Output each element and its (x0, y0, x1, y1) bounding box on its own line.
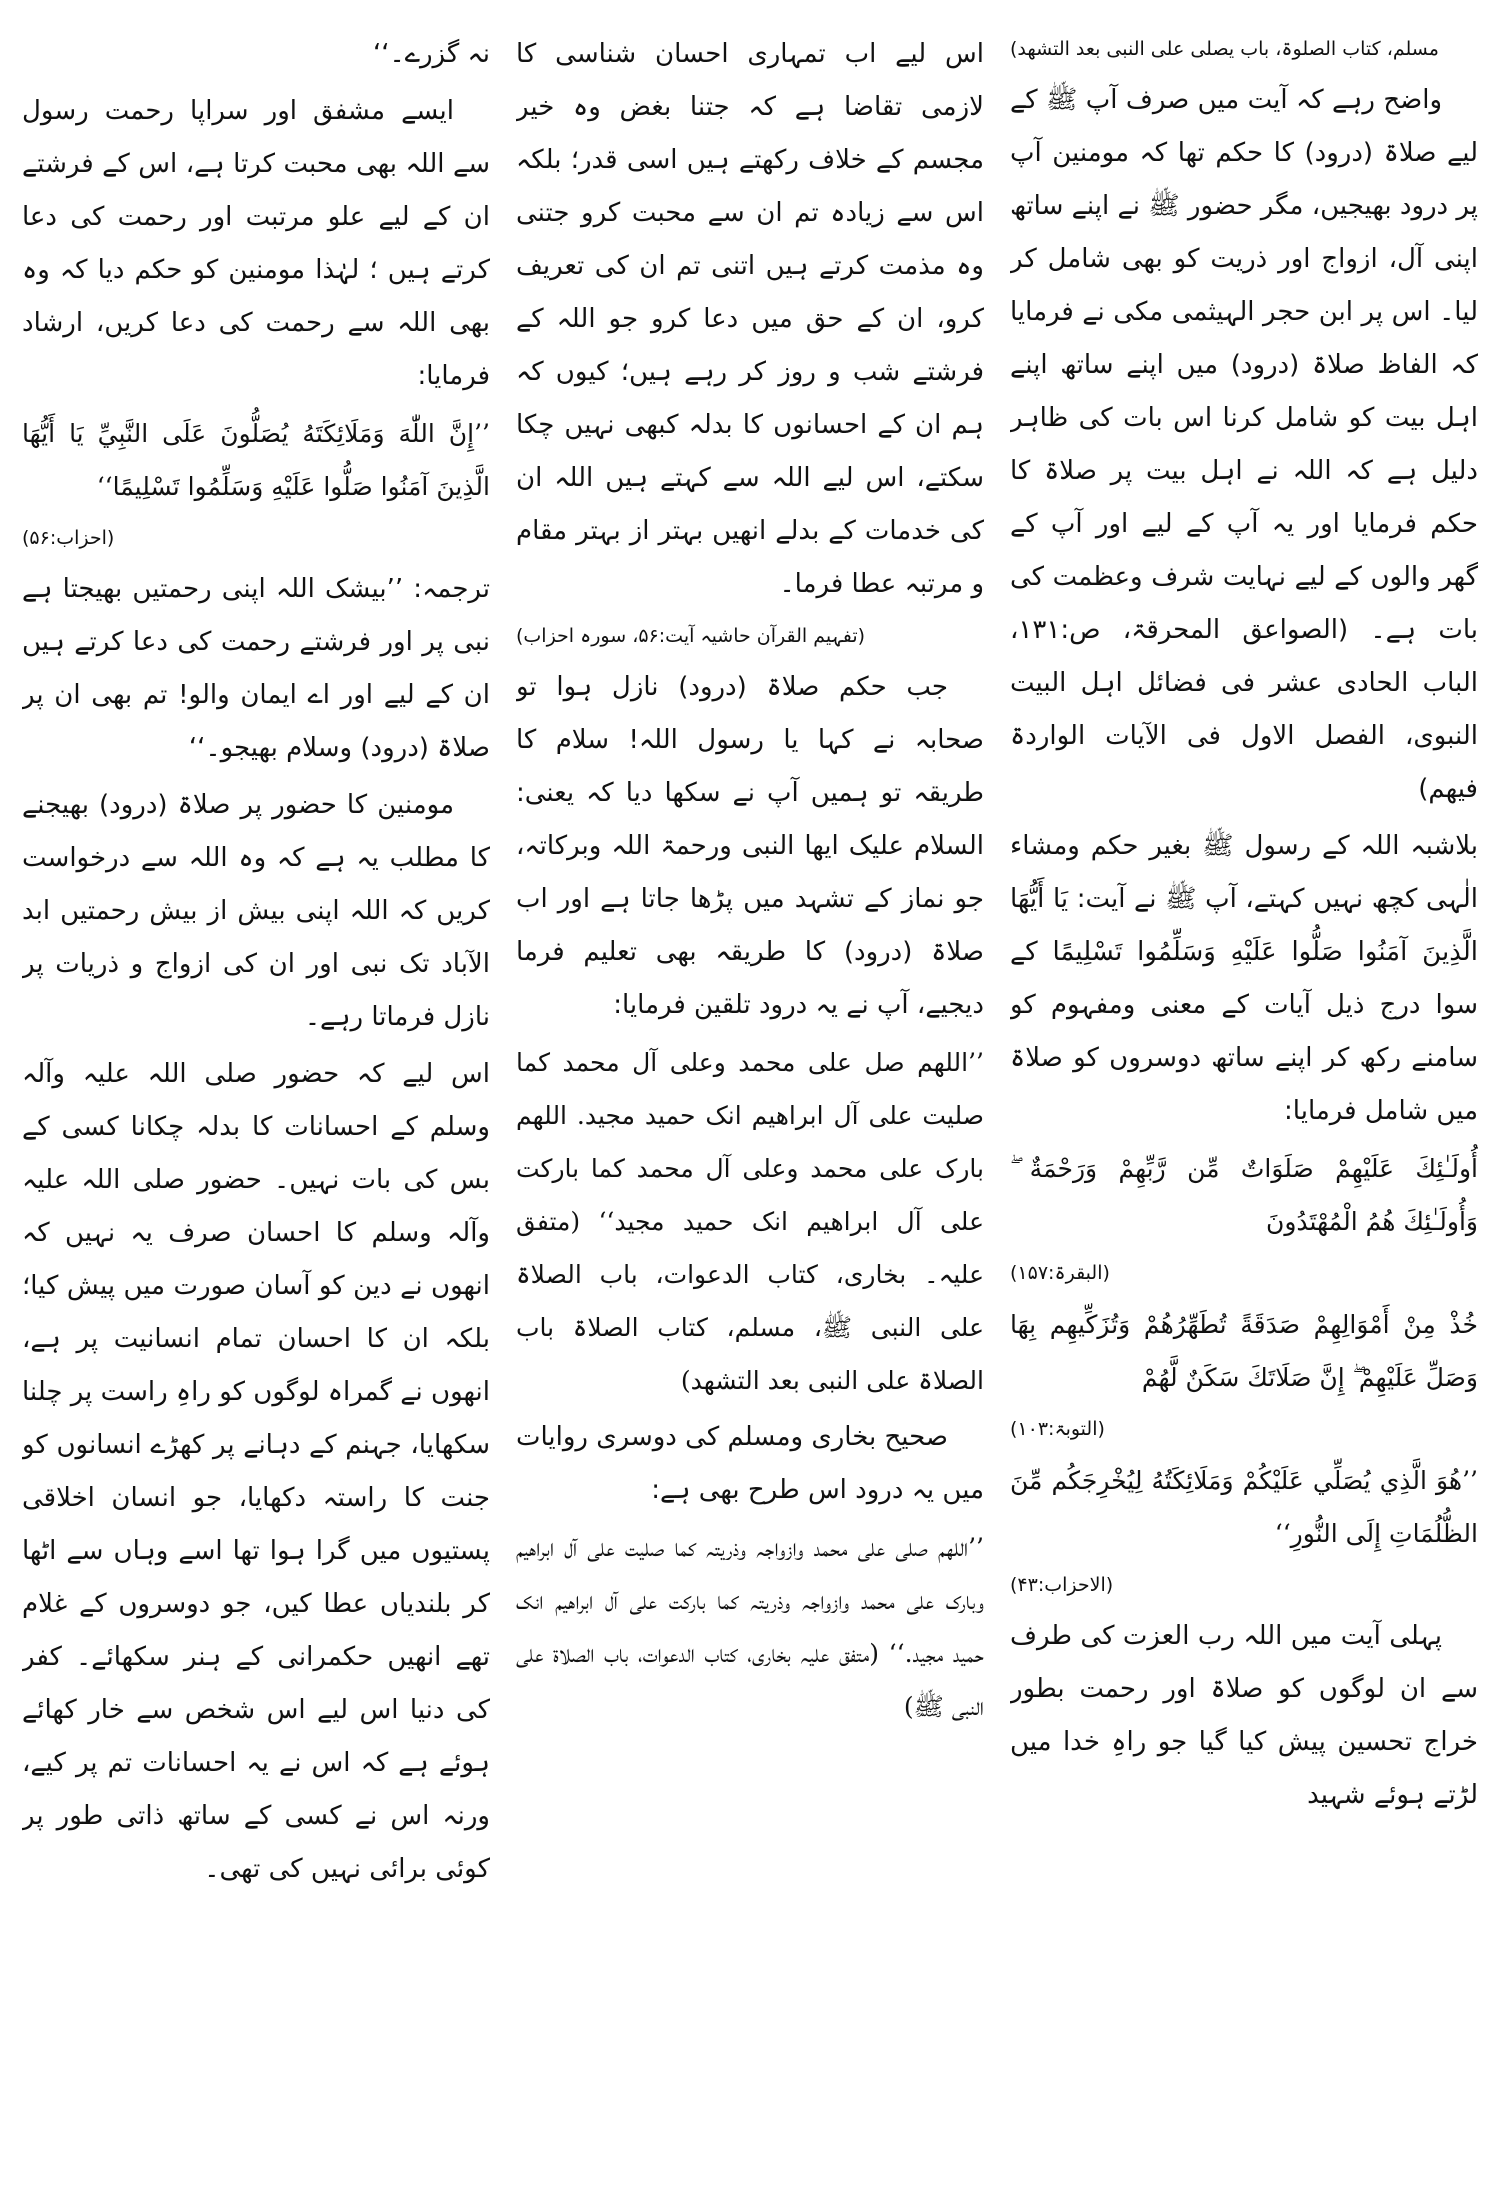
paragraph: اس لیے کہ حضور صلی اللہ علیہ وآلہ وسلم کے احسانات کا بدلہ چکانا کسی کے بس کی بات نہیں۔ حضور صلی اللہ علیہ وآلہ وسلم کا احسان صرف یہ نہیں کہ انھوں نے دین کو آسان صورت میں پیش کیا؛ بلکہ ان کا احسان تمام انسانیت پر ہے، انھوں نے گمراہ لوگوں کو راہِ راست پر چلنا سکھایا، جہنم کے دہانے پر کھڑے انسانوں کو جنت کا راستہ دکھایا، جو انسان اخلاقی پستیوں میں گرا ہوا تھا اسے وہاں سے اٹھا کر بلندیاں عطا کیں، جو دوسروں کے غلام تھے انھیں حکمرانی کے ہنر سکھائے۔ کفر کی دنیا اس لیے اس شخص سے خار کھائے ہوئے ہے کہ اس نے یہ احسانات تم پر کیے، ورنہ اس نے کسی کے ساتھ ذاتی طور پر کوئی برائی نہیں کی تھی۔ (22, 1059, 490, 1884)
durood-text: ’’اللھم صلی علی محمد وازواجہ وذریتہ کما صلیت علی آل ابراھیم وبارک علی محمد وازواجہ وذریتہ کما بارکت علی آل ابراھیم انک حمید مجید.‘‘ (متفق علیہ بخاری، کتاب الدعوات، باب الصلاۃ علی النبی ﷺ) (516, 1533, 984, 1721)
reference: (احزاب:۵۶) (22, 527, 115, 549)
reference: (الاحزاب:۴۳) (1010, 1574, 1114, 1596)
reference: (تفہیم القرآن حاشیہ آیت:۵۶، سورہ احزاب) (516, 625, 866, 647)
paragraph: اس لیے اب تمہاری احسان شناسی کا لازمی تقاضا ہے کہ جتنا بغض وہ خیر مجسم کے خلاف رکھتے ہیں اسی قدر؛ بلکہ اس سے زیادہ تم ان سے محبت کرو جتنی وہ مذمت کرتے ہیں اتنی تم ان کی تعریف کرو، ان کے حق میں دعا کرو جو اللہ کے فرشتے شب و روز کر رہے ہیں؛ کیوں کہ ہم ان کے احسانوں کا بدلہ کبھی نہیں چکا سکتے، اس لیے اللہ سے کہتے ہیں اللہ ان کی خدمات کے بدلے انھیں بہتر از بہتر مقام و مرتبہ عطا فرما۔ (516, 39, 984, 599)
durood-text: ’’اللھم صل علی محمد وعلی آل محمد کما صلیت علی آل ابراھیم انک حمید مجید. اللھم بارک علی محمد وعلی آل محمد کما بارکت علی آل ابراھیم انک حمید مجید‘‘ (متفق علیہ۔ بخاری، کتاب الدعوات، باب الصلاۃ علی النبی ﷺ، مسلم، کتاب الصلاۃ باب الصلاۃ علی النبی بعد التشھد) (516, 1048, 984, 1395)
paragraph: بلاشبہ اللہ کے رسول ﷺ بغیر حکم ومشاء الٰہی کچھ نہیں کہتے، آپ ﷺ نے آیت: یَا أَیُّهَا الَّذِینَ آمَنُوا صَلُّوا عَلَیْهِ وَسَلِّمُوا تَسْلِیمًا کے سوا درج ذیل آیات کے معنی ومفہوم کو سامنے رکھ کر اپنے ساتھ دوسروں کو صلاۃ میں شامل فرمایا: (1010, 831, 1478, 1126)
paragraph: نہ گزرے۔‘‘ (372, 39, 490, 69)
paragraph: صحیح بخاری ومسلم کی دوسری روایات میں یہ درود اس طرح بھی ہے: (516, 1422, 984, 1505)
quranic-verse: خُذْ مِنْ أَمْوَالِهِمْ صَدَقَةً تُطَهِّرُهُمْ وَتُزَكِّيهِم بِهَا وَصَلِّ عَلَيْهِمْ ۖ إِنَّ صَلَاتَكَ سَكَنٌ لَّهُمْ (1010, 1310, 1478, 1392)
quranic-verse: أُولَـٰئِكَ عَلَيْهِمْ صَلَوَاتٌ مِّن رَّبِّهِمْ وَرَحْمَةٌ ۖ وَأُولَـٰئِكَ هُمُ الْمُهْتَدُونَ (1010, 1154, 1478, 1236)
paragraph: واضح رہے کہ آیت میں صرف آپ ﷺ کے لیے صلاۃ (درود) کا حکم تھا کہ مومنین آپ پر درود بھیجیں، مگر حضور ﷺ نے اپنے ساتھ اپنی آل، ازواج اور ذریت کو بھی شامل کر لیا۔ اس پر ابن حجر الہیثمی مکی نے فرمایا کہ الفاظ صلاۃ (درود) میں اپنے ساتھ اپنے اہل بیت کو شامل کرنا اس بات کی ظاہر دلیل ہے کہ اللہ نے اہل بیت پر صلاۃ کا حکم فرمایا اور یہ آپ کے لیے اور آپ کے گھر والوں کے لیے نہایت شرف وعظمت کی بات ہے۔ (الصواعق المحرقۃ، ص:۱۳۱، الباب الحادی عشر فی فضائل اہل البیت النبوی، الفصل الاول فی الآیات الواردۃ فیھم) (1010, 85, 1478, 804)
quranic-verse: ’’إِنَّ اللّٰهَ وَمَلَائِكَتَهُ يُصَلُّونَ عَلَى النَّبِيِّ يَا أَيُّهَا الَّذِينَ آمَنُوا صَلُّوا عَلَيْهِ وَسَلِّمُوا تَسْلِيمًا‘‘ (22, 419, 490, 501)
quranic-verse: ’’هُوَ الَّذِي يُصَلِّي عَلَيْكُمْ وَمَلَائِكَتُهُ لِيُخْرِجَكُم مِّنَ الظُّلُمَاتِ إِلَى النُّورِ‘‘ (1010, 1466, 1478, 1548)
paragraph: پہلی آیت میں اللہ رب العزت کی طرف سے ان لوگوں کو صلاۃ اور رحمت بطور خراج تحسین پیش کیا گیا جو راہِ خدا میں لڑتے ہوئے شہید (1010, 1621, 1478, 1810)
paragraph: مومنین کا حضور پر صلاۃ (درود) بھیجنے کا مطلب یہ ہے کہ وہ اللہ سے درخواست کریں کہ اللہ اپنی بیش از بیش رحمتیں ابد الآباد تک نبی اور ان کی ازواج و ذریات پر نازل فرماتا رہے۔ (22, 790, 490, 1032)
reference: (التوبۃ:۱۰۳) (1010, 1418, 1105, 1440)
translation: ترجمہ: ’’بیشک اللہ اپنی رحمتیں بھیجتا ہے نبی پر اور فرشتے رحمت کی دعا کرتے ہیں ان کے لیے اور اے ایمان والو! تم بھی ان پر صلاۃ (درود) وسلام بھیجو۔‘‘ (22, 574, 490, 763)
paragraph: جب حکم صلاۃ (درود) نازل ہوا تو صحابہ نے کہا یا رسول اللہ! سلام کا طریقہ تو ہمیں آپ نے سکھا دیا کہ یعنی: السلام علیک ایھا النبی ورحمۃ اللہ وبرکاتہ، جو نماز کے تشہد میں پڑھا جاتا ہے اور اب صلاۃ (درود) کا طریقہ بھی تعلیم فرما دیجیے، آپ نے یہ درود تلقین فرمایا: (516, 672, 984, 1020)
reference: مسلم، کتاب الصلوۃ، باب یصلی علی النبی بعد التشھد) (1010, 38, 1439, 60)
reference: (البقرۃ:۱۵۷) (1010, 1262, 1110, 1284)
column-middle (516, 28, 984, 2180)
column-right (22, 28, 490, 2180)
column-left (1010, 28, 1478, 2180)
paragraph: ایسے مشفق اور سراپا رحمت رسول سے اللہ بھی محبت کرتا ہے، اس کے فرشتے ان کے لیے علو مرتبت اور رحمت کی دعا کرتے ہیں ؛ لہٰذا مومنین کو حکم دیا کہ وہ بھی اللہ سے رحمت کی دعا کریں، ارشاد فرمایا: (22, 96, 490, 391)
